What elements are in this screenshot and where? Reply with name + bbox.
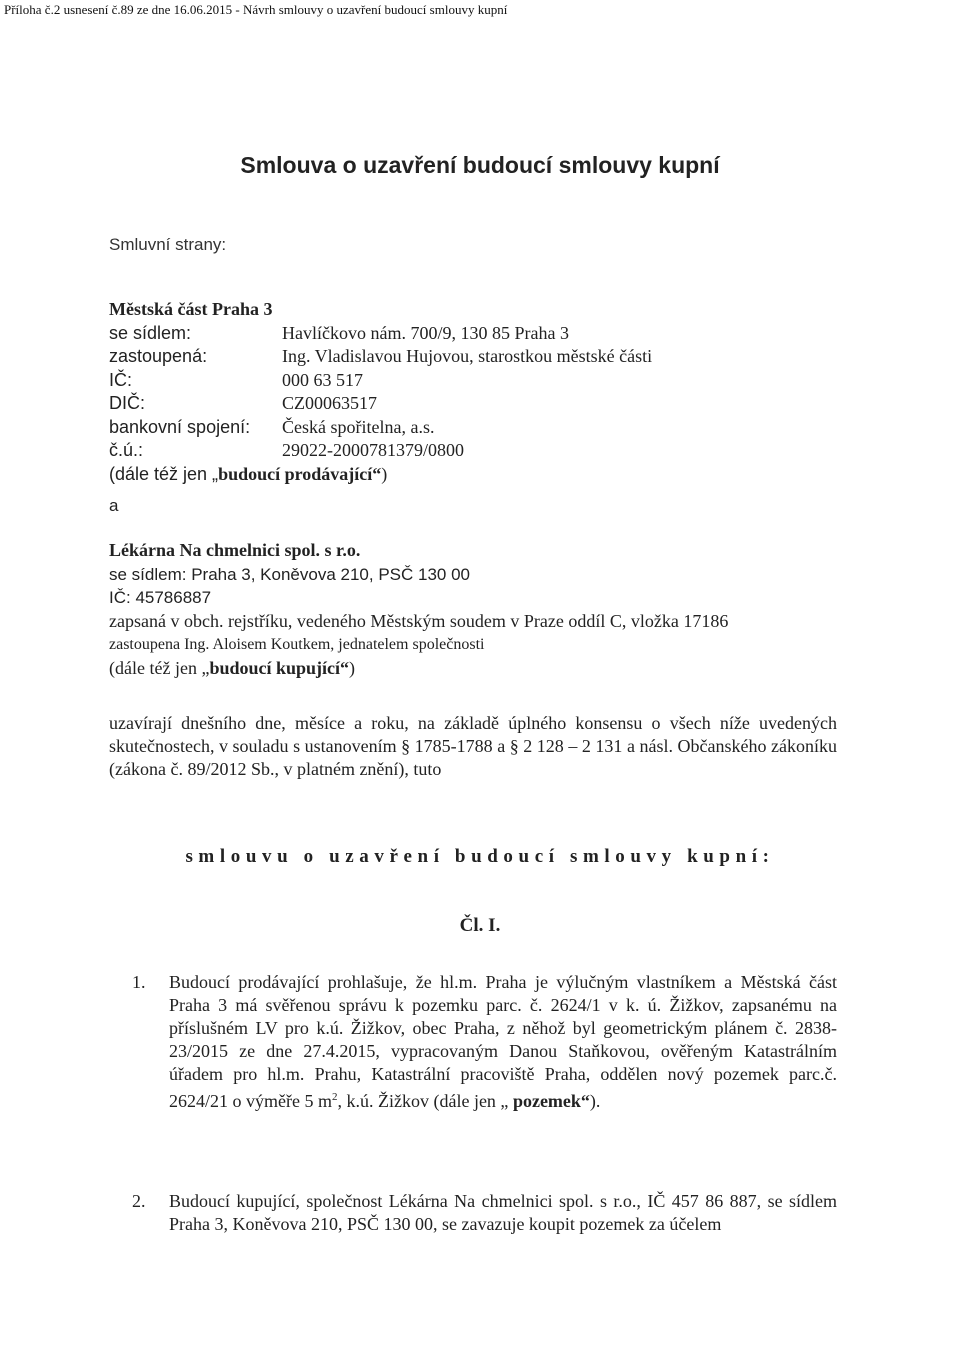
seller-alias-term: budoucí prodávající“: [218, 463, 382, 484]
seller-value: Ing. Vladislavou Hujovou, starostkou městské části: [282, 346, 653, 366]
seller-label: IČ:: [109, 369, 133, 390]
intro-paragraph: uzavírají dnešního dne, měsíce a roku, na základě úplného konsensu o všech níže uvedených skutečnostech, v souladu s ustanovením § 1785-1788 a § 2 128 – 2 131 a násl. Občanského zákoníku (zákona č. 89/2012 Sb., v platném znění), tuto: [109, 713, 837, 779]
buyer-line: zastoupena Ing. Aloisem Koutkem, jednatelem společnosti: [109, 636, 485, 653]
alias-prefix: (dále též jen „: [109, 463, 219, 484]
attachment-note: Příloha č.2 usnesení č.89 ze dne 16.06.2015 - Návrh smlouvy o uzavření budoucí smlouvy kupní: [4, 2, 508, 17]
alias-suffix: ): [349, 657, 355, 678]
contract-heading: smlouvu o uzavření budoucí smlouvy kupní:: [185, 846, 775, 867]
seller-row: [109, 369, 387, 393]
item-text: Budoucí kupující, společnost Lékárna Na chmelnici spol. s r.o., IČ 457 86 887, se sídlem Praha 3, Koněvova 210, PSČ 130 00, se zavazuje koupit pozemek za účelem: [169, 1191, 837, 1234]
buyer-alias-term: budoucí kupující“: [209, 657, 349, 678]
seller-label: se sídlem:: [109, 322, 192, 343]
conjunction: a: [109, 496, 119, 515]
pozemek-term: pozemek“: [512, 1091, 590, 1111]
seller-value: 29022-2000781379/0800: [282, 440, 464, 460]
seller-alias: [109, 463, 387, 487]
seller-row: [109, 345, 653, 369]
superscript: 2: [331, 1091, 338, 1103]
item-text-tail: , k.ú. Žižkov (dále jen „: [337, 1091, 513, 1111]
item-text-end: ).: [589, 1091, 601, 1111]
buyer-line: zapsaná v obch. rejstříku, vedeného Městským soudem v Praze oddíl C, vložka 17186: [109, 610, 729, 631]
document-title: Smlouva o uzavření budoucí smlouvy kupní: [240, 152, 720, 178]
seller-label: zastoupená:: [109, 346, 208, 366]
seller-block: [109, 298, 653, 486]
buyer-block: [109, 539, 728, 680]
buyer-line: IČ: 45786887: [109, 588, 212, 607]
seller-row: [109, 392, 387, 416]
alias-prefix: (dále též jen „: [109, 657, 210, 678]
seller-label: bankovní spojení:: [109, 416, 251, 437]
buyer-line: se sídlem: Praha 3, Koněvova 210, PSČ 130 00: [109, 564, 471, 584]
article-item: [132, 971, 837, 1113]
seller-row: [109, 322, 569, 346]
alias-suffix: ): [381, 463, 388, 484]
seller-label: č.ú.:: [109, 440, 144, 460]
buyer-name: Lékárna Na chmelnici spol. s r.o.: [109, 540, 361, 560]
article-heading: Čl. I.: [459, 915, 501, 936]
item-number: 1.: [132, 972, 146, 992]
parties-heading: Smluvní strany:: [109, 235, 227, 254]
seller-row: [109, 439, 464, 463]
item-number: 2.: [132, 1191, 146, 1211]
item-text-main: Budoucí prodávající prohlašuje, že hl.m. Praha je výlučným vlastníkem a Městská část Praha 3 má svěřenou správu k pozemku parc. č. 2624/1 v k. ú. Žižkov, zapsanému na příslušném LV pro k.ú. Žižkov, obec Praha, z něhož byl geometrickým plánem č. 2838-23/2015 ze dne 27.4.2015, vypracovaným Danou Staňkovou, ověřeným Katastrálním úřadem pro hl.m. Prahu, Katastrální pracoviště Praha, oddělen nový pozemek parc.č. 2624/21 o výměře 5 m: [169, 972, 837, 1111]
seller-value: Česká spořitelna, a.s.: [282, 416, 435, 437]
seller-name: Městská část Praha 3: [109, 299, 273, 319]
seller-value: Havlíčkovo nám. 700/9, 130 85 Praha 3: [282, 322, 569, 343]
article-item: [132, 1190, 837, 1236]
item-text: [169, 971, 837, 1113]
seller-value: 000 63 517: [282, 369, 363, 390]
seller-value: CZ00063517: [282, 393, 378, 413]
buyer-alias: [109, 657, 728, 681]
seller-label: DIČ:: [109, 393, 145, 413]
seller-row: [109, 416, 435, 440]
